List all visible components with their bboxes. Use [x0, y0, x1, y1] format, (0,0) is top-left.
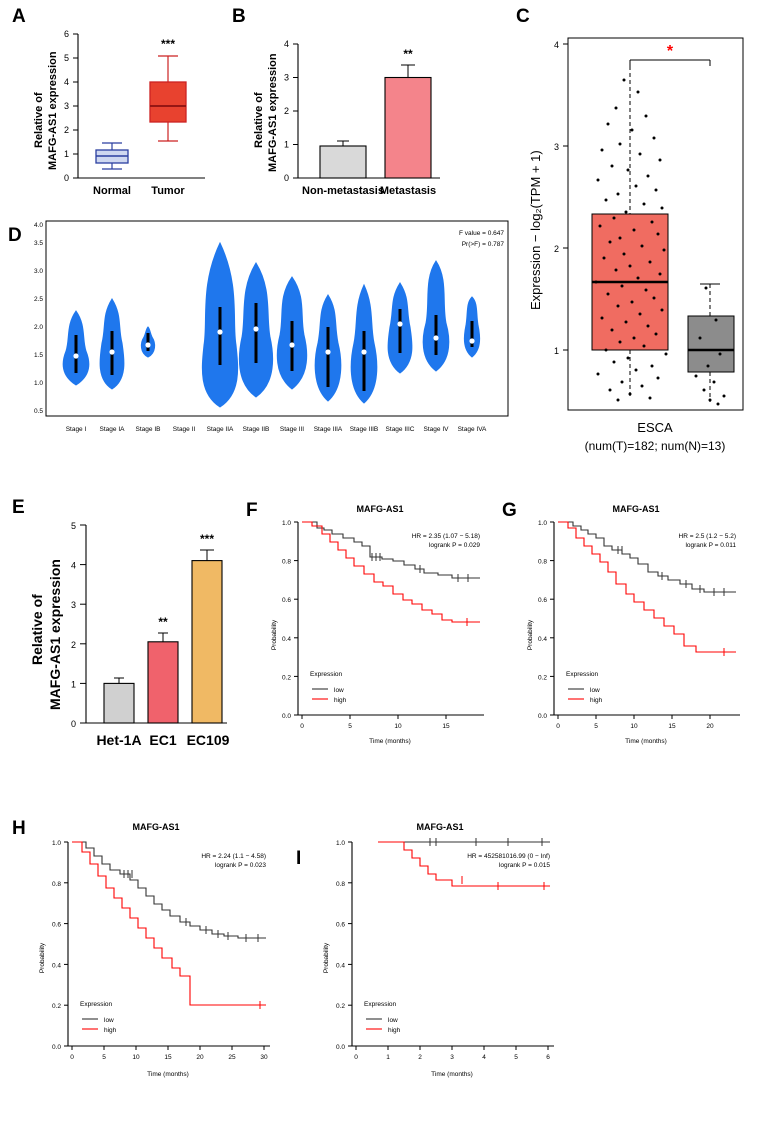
panel-f-title: MAFG-AS1: [356, 504, 404, 514]
panel-label-b: B: [232, 6, 246, 27]
svg-text:5: 5: [70, 521, 76, 531]
svg-text:high: high: [104, 1027, 117, 1034]
svg-text:0.8: 0.8: [51, 880, 61, 888]
svg-text:Expression: Expression: [310, 671, 343, 678]
panel-a-ylabel2: MAFG-AS1 expression: [47, 51, 59, 170]
panel-e-bar-het1a: [104, 683, 134, 723]
svg-text:Stage IB: Stage IB: [135, 426, 161, 433]
panel-h-censors-low: [124, 870, 258, 942]
panel-c-svg: [520, 20, 755, 480]
svg-text:4.0: 4.0: [33, 222, 43, 229]
panel-d-xticks: [66, 426, 487, 433]
panel-a-box-normal: [96, 143, 128, 169]
svg-text:high: high: [590, 697, 603, 704]
panel-d-stat-p: Pr(>F) = 0.787: [461, 241, 504, 248]
svg-text:15: 15: [164, 1054, 172, 1061]
svg-text:Stage IVA: Stage IVA: [457, 426, 487, 433]
svg-text:low: low: [334, 687, 344, 694]
panel-a-box-tumor: [150, 56, 186, 141]
svg-text:2: 2: [418, 1054, 422, 1061]
panel-d-chart: [22, 215, 512, 455]
panel-e-significance-ec1: **: [158, 615, 168, 629]
svg-text:0: 0: [300, 723, 304, 730]
panel-i-legend: [364, 1001, 401, 1034]
svg-text:5: 5: [63, 53, 69, 63]
svg-text:Expression: Expression: [364, 1001, 397, 1008]
panel-c-xlabel: ESCA: [637, 420, 673, 435]
panel-i-svg: [312, 818, 567, 1093]
svg-text:0.8: 0.8: [281, 558, 291, 566]
panel-e-ylabel: Relative of: [29, 594, 45, 665]
panel-f-ylabel: Probability: [271, 619, 278, 651]
panel-a-svg: [20, 20, 220, 200]
svg-text:15: 15: [668, 723, 676, 730]
svg-text:4: 4: [553, 40, 559, 50]
panel-label-a: A: [12, 6, 26, 27]
panel-g-ylabel: Probability: [527, 619, 534, 651]
panel-c-box-normal: [688, 284, 734, 402]
svg-text:0: 0: [354, 1054, 358, 1061]
svg-text:30: 30: [260, 1054, 268, 1061]
panel-e-bar-ec1: [148, 642, 178, 723]
panel-b-ylabel: Relative of: [253, 92, 265, 148]
svg-text:Stage IIA: Stage IIA: [206, 426, 234, 433]
panel-c-significance-bracket: [630, 60, 710, 66]
svg-text:Stage II: Stage II: [172, 426, 196, 433]
svg-text:4: 4: [63, 77, 69, 87]
panel-h-svg: [28, 818, 283, 1093]
panel-e-significance-ec109: ***: [199, 532, 215, 546]
panel-a-significance: ***: [160, 37, 176, 51]
svg-text:1: 1: [386, 1054, 390, 1061]
panel-b-svg: [240, 20, 455, 200]
panel-b-ylabel2: MAFG-AS1 expression: [267, 53, 279, 172]
panel-g-chart: [518, 500, 753, 760]
svg-text:0.6: 0.6: [51, 921, 61, 929]
svg-text:4: 4: [70, 560, 76, 571]
panel-e-ylabel2: MAFG-AS1 expression: [47, 559, 63, 710]
panel-a-xtick-normal: Normal: [93, 185, 131, 197]
panel-c-yticks: [554, 40, 568, 356]
svg-text:0.0: 0.0: [335, 1044, 345, 1051]
panel-a-chart: [20, 20, 220, 200]
svg-text:Stage IIB: Stage IIB: [242, 426, 270, 433]
svg-text:low: low: [590, 687, 600, 694]
panel-label-i: I: [296, 848, 302, 869]
panel-h-xticks: [70, 1046, 268, 1061]
panel-a-xtick-tumor: Tumor: [151, 185, 185, 197]
panel-label-e: E: [12, 497, 25, 518]
panel-h-stat-hr: HR = 2.24 (1.1 − 4.58): [201, 853, 266, 860]
svg-text:2.5: 2.5: [33, 296, 43, 303]
svg-text:low: low: [104, 1017, 114, 1024]
svg-text:25: 25: [228, 1054, 236, 1061]
svg-text:Stage IA: Stage IA: [99, 426, 125, 433]
panel-e-xtick-ec109: EC109: [186, 732, 230, 748]
panel-i-censors-high: [462, 876, 544, 890]
panel-g-stat-p: logrank P = 0.011: [685, 542, 736, 549]
panel-f-xlabel: Time (months): [369, 738, 411, 745]
svg-text:Stage IIIC: Stage IIIC: [385, 426, 415, 433]
panel-f-stat-p: logrank P = 0.029: [428, 542, 480, 549]
panel-g-yticks: [538, 520, 554, 720]
panel-f-curve-low: [302, 522, 480, 578]
panel-label-d: D: [8, 225, 22, 246]
svg-text:5: 5: [348, 723, 352, 730]
svg-text:1.0: 1.0: [537, 520, 547, 527]
svg-text:0.0: 0.0: [537, 713, 547, 720]
panel-i-chart: [312, 818, 567, 1093]
panel-e-bar-ec109: [192, 561, 222, 723]
panel-b-xtick-metastasis: Metastasis: [379, 185, 437, 197]
svg-text:0: 0: [70, 1054, 74, 1061]
svg-text:2.0: 2.0: [33, 324, 43, 331]
panel-f-chart: [262, 500, 497, 760]
panel-c-box-tumor: [592, 66, 668, 396]
svg-text:10: 10: [132, 1054, 140, 1061]
panel-i-ylabel: Probability: [323, 942, 330, 974]
svg-text:0.6: 0.6: [537, 597, 547, 605]
panel-label-h: H: [12, 818, 26, 839]
svg-text:0.2: 0.2: [51, 1003, 61, 1011]
svg-text:0.4: 0.4: [51, 962, 61, 970]
svg-text:15: 15: [442, 723, 450, 730]
svg-text:3.0: 3.0: [33, 268, 43, 275]
svg-text:2: 2: [63, 125, 69, 135]
svg-text:4: 4: [482, 1054, 486, 1061]
svg-text:0.2: 0.2: [335, 1003, 345, 1011]
panel-i-stat-p: logrank P = 0.015: [498, 862, 550, 869]
svg-text:1.0: 1.0: [51, 840, 61, 847]
svg-text:Stage IIIB: Stage IIIB: [349, 426, 379, 433]
svg-text:4: 4: [283, 39, 289, 49]
panel-b-yticks: [284, 39, 298, 183]
panel-h-title: MAFG-AS1: [132, 822, 180, 832]
panel-f-yticks: [282, 520, 298, 720]
svg-text:0.5: 0.5: [33, 408, 43, 415]
panel-g-stat-hr: HR = 2.5 (1.2 − 5.2): [678, 533, 736, 540]
panel-b-significance: **: [403, 47, 413, 61]
panel-e-chart: [22, 505, 237, 765]
panel-f-svg: [262, 500, 497, 760]
svg-text:2: 2: [283, 106, 289, 116]
svg-text:10: 10: [394, 723, 402, 730]
svg-text:3: 3: [70, 600, 76, 611]
svg-text:0.6: 0.6: [335, 921, 345, 929]
svg-text:0.4: 0.4: [537, 635, 547, 643]
svg-text:0.2: 0.2: [537, 674, 547, 682]
svg-text:3: 3: [283, 72, 289, 83]
svg-text:5: 5: [514, 1054, 518, 1061]
svg-text:3: 3: [63, 101, 69, 111]
svg-text:0.0: 0.0: [281, 713, 291, 720]
panel-c-ylabel: Expression − log₂(TPM + 1): [528, 150, 543, 310]
panel-a-ylabel: Relative of: [33, 92, 45, 148]
svg-text:0.8: 0.8: [335, 880, 345, 888]
panel-g-xlabel: Time (months): [625, 738, 667, 745]
svg-text:0.0: 0.0: [51, 1044, 61, 1051]
svg-text:3: 3: [553, 142, 559, 152]
svg-text:0: 0: [63, 173, 69, 183]
svg-text:2: 2: [553, 244, 559, 254]
panel-i-yticks: [336, 840, 352, 1051]
svg-text:Stage IIIA: Stage IIIA: [313, 426, 343, 433]
svg-text:2: 2: [70, 639, 76, 650]
panel-i-title: MAFG-AS1: [416, 822, 464, 832]
svg-text:5: 5: [594, 723, 598, 730]
panel-g-xticks: [556, 715, 714, 730]
panel-g-svg: [518, 500, 753, 760]
svg-text:3.5: 3.5: [33, 240, 43, 247]
panel-c-chart: [520, 20, 755, 480]
panel-h-ylabel: Probability: [39, 942, 46, 974]
panel-h-chart: [28, 818, 283, 1093]
svg-text:Stage IV: Stage IV: [423, 426, 449, 433]
panel-b-chart: [240, 20, 455, 200]
svg-text:10: 10: [630, 723, 638, 730]
panel-c-significance: *: [666, 43, 674, 60]
panel-i-xlabel: Time (months): [431, 1071, 473, 1078]
svg-text:5: 5: [102, 1054, 106, 1061]
svg-text:0.4: 0.4: [335, 962, 345, 970]
svg-text:1.5: 1.5: [33, 352, 43, 359]
panel-h-stat-p: logrank P = 0.023: [214, 862, 266, 869]
svg-text:0: 0: [70, 719, 76, 729]
panel-d-yticks: [34, 222, 43, 415]
svg-text:1: 1: [63, 149, 69, 159]
svg-text:Expression: Expression: [566, 671, 599, 678]
svg-text:0.2: 0.2: [281, 674, 291, 682]
svg-text:0: 0: [283, 173, 289, 183]
svg-text:20: 20: [196, 1054, 204, 1061]
svg-text:1: 1: [70, 679, 76, 690]
panel-e-xtick-het1a: Het-1A: [96, 732, 142, 748]
svg-text:1.0: 1.0: [335, 840, 345, 847]
panel-d-medians: [73, 321, 474, 358]
panel-e-svg: [22, 505, 237, 765]
panel-h-yticks: [52, 840, 68, 1051]
panel-d-violins: [63, 243, 479, 407]
svg-text:3: 3: [450, 1054, 454, 1061]
svg-text:6: 6: [546, 1054, 550, 1061]
panel-f-xticks: [300, 715, 450, 730]
panel-b-bar-metastasis: [385, 78, 431, 179]
panel-i-xticks: [354, 1046, 550, 1061]
svg-text:20: 20: [706, 723, 714, 730]
svg-text:1.0: 1.0: [281, 520, 291, 527]
panel-d-boxes: [76, 303, 472, 391]
svg-text:1.0: 1.0: [33, 380, 43, 387]
svg-text:low: low: [388, 1017, 398, 1024]
panel-g-legend: [566, 671, 603, 704]
svg-text:Stage III: Stage III: [279, 426, 305, 433]
panel-label-g: G: [502, 500, 517, 521]
panel-h-xlabel: Time (months): [147, 1071, 189, 1078]
panel-b-xtick-nonmetastasis: Non-metastasis: [302, 185, 384, 197]
panel-d-stat-f: F value = 0.647: [459, 230, 504, 237]
panel-label-f: F: [246, 500, 258, 521]
svg-text:6: 6: [63, 29, 69, 39]
panel-i-stat-hr: HR = 452581016.99 (0 − Inf): [467, 853, 550, 860]
panel-f-legend: [310, 671, 347, 704]
panel-e-xtick-ec1: EC1: [149, 732, 177, 748]
svg-text:0.6: 0.6: [281, 597, 291, 605]
panel-label-c: C: [516, 6, 530, 27]
svg-text:1: 1: [553, 346, 559, 356]
panel-b-bar-nonmetastasis: [320, 146, 366, 178]
panel-f-stat-hr: HR = 2.35 (1.07 − 5.18): [411, 533, 480, 540]
panel-h-legend: [80, 1001, 117, 1034]
panel-a-yticks: [64, 29, 78, 183]
svg-text:high: high: [388, 1027, 401, 1034]
svg-text:Stage I: Stage I: [65, 426, 87, 433]
panel-g-censors-low: [618, 546, 724, 596]
svg-text:1: 1: [283, 139, 289, 150]
panel-g-title: MAFG-AS1: [612, 504, 660, 514]
panel-e-yticks: [71, 521, 86, 729]
svg-text:0: 0: [556, 723, 560, 730]
panel-d-svg: [22, 215, 512, 455]
svg-text:Expression: Expression: [80, 1001, 113, 1008]
svg-text:high: high: [334, 697, 347, 704]
svg-text:0.4: 0.4: [281, 635, 291, 643]
svg-text:0.8: 0.8: [537, 558, 547, 566]
panel-c-sublabel: (num(T)=182; num(N)=13): [584, 439, 726, 453]
